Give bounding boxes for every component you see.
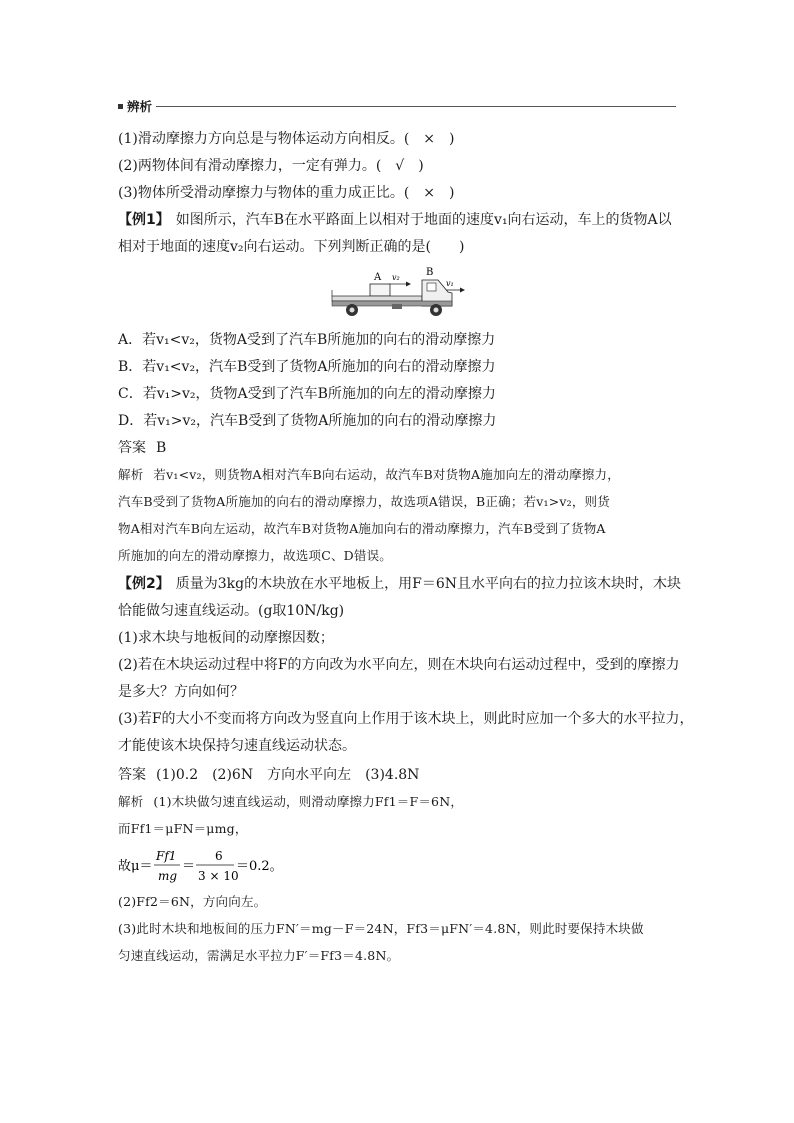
judgment-3: (3)物体所受滑动摩擦力与物体的重力成正比。( × ) bbox=[118, 185, 455, 201]
frac-num: Ff1 bbox=[156, 849, 177, 863]
frac-den: mg bbox=[158, 869, 178, 883]
example2-question-3: (3)若F的大小不变而将方向改为竖直向上作用于该木块上，则此时应加一个多大的水平拉力， bbox=[118, 711, 694, 727]
figure-label-a: A bbox=[374, 272, 382, 283]
truck-figure bbox=[330, 266, 470, 320]
example1-option-a: A．若v₁<v₂，货物A受到了汽车B所施加的向右的滑动摩擦力 bbox=[118, 332, 496, 348]
example1-option-d: D．若v₁>v₂，汽车B受到了货物A所施加的向右的滑动摩擦力 bbox=[118, 413, 497, 429]
example2-tag: 【例2】 bbox=[118, 576, 170, 592]
figure-label-v2: v₂ bbox=[392, 273, 400, 282]
example2-question-2: (2)若在木块运动过程中将F的方向改为水平向左，则在木块向右运动过程中，受到的摩擦力 bbox=[118, 657, 680, 673]
frac-eq: ＝ bbox=[182, 859, 196, 874]
example1-analysis-line2: 汽车B受到了货物A所施加的向右的滑动摩擦力，故选项A错误，B正确；若v₁>v₂，则货 bbox=[118, 494, 610, 509]
example1-option-c: C．若v₁>v₂，货物A受到了汽车B所施加的向左的滑动摩擦力 bbox=[118, 386, 496, 402]
judgment-2: (2)两物体间有滑动摩擦力，一定有弹力。( √ ) bbox=[118, 158, 424, 174]
example1-tag: 【例1】 bbox=[118, 212, 170, 228]
example1-stem-line2: 相对于地面的速度v₂向右运动。下列判断正确的是( ) bbox=[118, 239, 465, 255]
frac-prefix: 故μ＝ bbox=[118, 859, 153, 874]
frac-num2: 6 bbox=[215, 849, 223, 863]
example1-answer: 答案 B bbox=[118, 440, 167, 456]
example2-analysis-line1: 解析 (1)木块做匀速直线运动，则滑动摩擦力Ff1＝F＝6N， bbox=[118, 794, 464, 809]
example2-answer: 答案 (1)0.2 (2)6N 方向水平向左 (3)4.8N bbox=[118, 767, 420, 783]
example2-analysis-part3-cont: 匀速直线运动，需满足水平拉力F′＝Ff3＝4.8N。 bbox=[118, 948, 400, 963]
example1-analysis-line3: 物A相对汽车B向左运动，故汽车B对货物A施加向右的滑动摩擦力，汽车B受到了货物A bbox=[118, 521, 606, 536]
example1-analysis-line1: 解析 若v₁<v₂，则货物A相对汽车B向右运动，故汽车B对货物A施加向左的滑动摩擦力， bbox=[118, 467, 620, 482]
section-title: 辨析 bbox=[127, 99, 153, 114]
section-marker-icon bbox=[118, 104, 123, 109]
frac-den2: 3 × 10 bbox=[198, 869, 239, 883]
example2-question-2-cont: 是多大？方向如何？ bbox=[118, 684, 244, 700]
judgment-1: (1)滑动摩擦力方向总是与物体运动方向相反。( × ) bbox=[118, 131, 455, 147]
frac-result: ＝0.2。 bbox=[236, 859, 283, 874]
example2-analysis-line2: 而Ff1＝μFN＝μmg， bbox=[118, 821, 248, 836]
example1-stem-line1: 【例1】 如图所示，汽车B在水平路面上以相对于地面的速度v₁向右运动，车上的货物A以 bbox=[118, 212, 672, 228]
example2-question-1: (1)求木块与地板间的动摩擦因数； bbox=[118, 630, 334, 646]
example1-option-b: B．若v₁<v₂，汽车B受到了货物A所施加的向右的滑动摩擦力 bbox=[118, 359, 496, 375]
truck-bed bbox=[332, 296, 422, 301]
figure-label-b: B bbox=[426, 267, 434, 278]
example1-analysis-line4: 所施加的向左的滑动摩擦力，故选项C、D错误。 bbox=[118, 548, 392, 563]
cargo-a bbox=[370, 284, 390, 296]
figure-label-v1: v₁ bbox=[446, 279, 454, 288]
example2-analysis-part3: (3)此时木块和地板间的压力FN′＝mg－F＝24N，Ff3＝μFN′＝4.8N，则此时要保持木块做 bbox=[118, 921, 644, 936]
example2-stem-line1: 【例2】 质量为3kg的木块放在水平地板上，用F＝6N且水平向右的拉力拉该木块时，木块 bbox=[118, 576, 681, 592]
section-header bbox=[118, 98, 676, 114]
example2-question-3-cont: 才能使该木块保持匀速直线运动状态。 bbox=[118, 738, 356, 754]
section-rule bbox=[156, 106, 676, 107]
example2-stem-line2: 恰能做匀速直线运动。(g取10N/kg) bbox=[118, 603, 345, 619]
example2-analysis-part2: (2)Ff2＝6N，方向向左。 bbox=[118, 894, 267, 909]
mu-fraction bbox=[118, 840, 378, 890]
